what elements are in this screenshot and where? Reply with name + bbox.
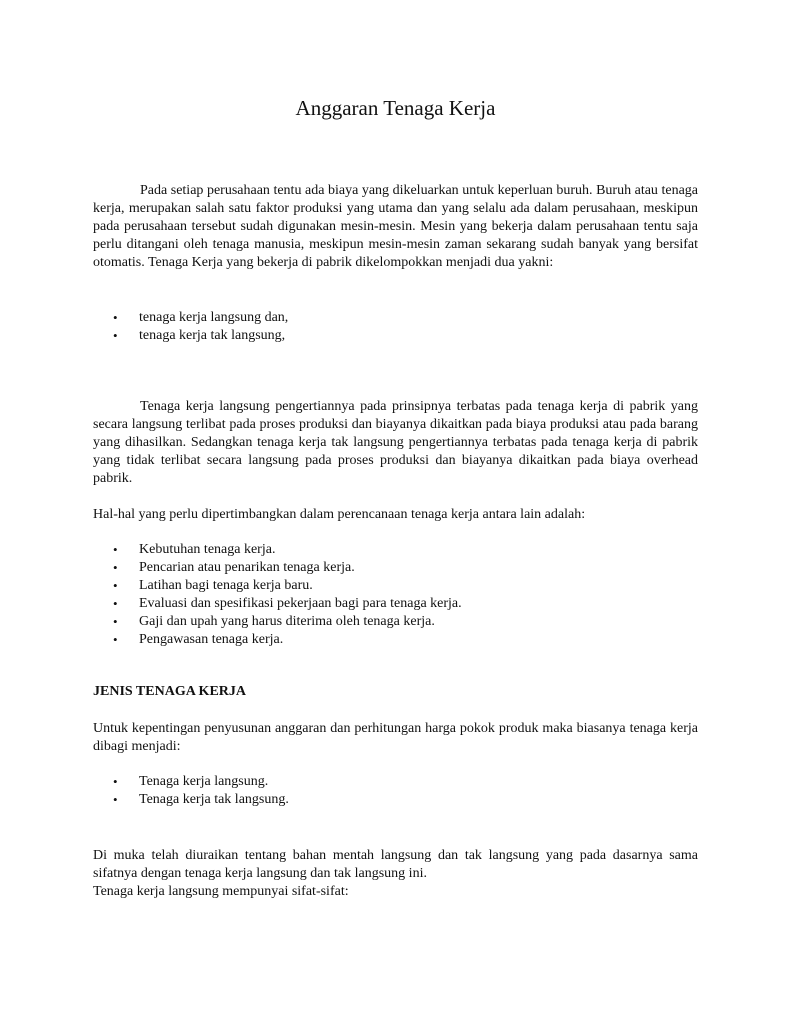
paragraph-properties-intro: Tenaga kerja langsung mempunyai sifat-sifat: [93, 884, 349, 899]
list-item [93, 773, 698, 791]
list-item [93, 327, 698, 345]
bullet-icon: • [113, 596, 118, 611]
paragraph-definitions: Tenaga kerja langsung pengertiannya pada prinsipnya terbatas pada tenaga kerja di pabrik yang secara langsung terlibat pada proses produksi dan biayanya dikaitkan pada biaya produksi atau pada barang yang dihasilkan. Sedangkan tenaga kerja tak langsung pengertiannya terbatas pada tenaga kerja di pabrik yang tidak terlibat secara langsung pada proses produksi dan biayanya dikaitkan pada biaya overhead pabrik. [93, 399, 698, 486]
list-item [93, 309, 698, 327]
bullet-icon: • [113, 632, 118, 647]
bullet-icon: • [113, 560, 118, 575]
list-item-text: tenaga kerja tak langsung, [139, 328, 286, 343]
bullet-icon: • [113, 578, 118, 593]
labor-types-list [93, 773, 698, 809]
list-item-text: Tenaga kerja langsung. [139, 774, 269, 789]
list-item-text: Kebutuhan tenaga kerja. [139, 542, 276, 557]
bullet-icon: • [113, 792, 118, 807]
list-item-text: Pencarian atau penarikan tenaga kerja. [139, 560, 355, 575]
bullet-icon: • [113, 614, 118, 629]
list-item-text: Evaluasi dan spesifikasi pekerjaan bagi para tenaga kerja. [139, 596, 462, 611]
list-item [93, 559, 698, 577]
list-item [93, 577, 698, 595]
section-heading: JENIS TENAGA KERJA [93, 684, 247, 699]
list-item [93, 631, 698, 649]
paragraph-classification: Untuk kepentingan penyusunan anggaran dan perhitungan harga pokok produk maka biasanya tenaga kerja dibagi menjadi: [93, 721, 698, 754]
list-item-text: Gaji dan upah yang harus diterima oleh tenaga kerja. [139, 614, 435, 629]
list-item-text: Pengawasan tenaga kerja. [139, 632, 284, 647]
labor-groups-list [93, 309, 698, 345]
document-title: Anggaran Tenaga Kerja [295, 96, 496, 120]
bullet-icon: • [113, 310, 118, 325]
paragraph-considerations: Hal-hal yang perlu dipertimbangkan dalam perencanaan tenaga kerja antara lain adalah: [93, 507, 586, 522]
bullet-icon: • [113, 542, 118, 557]
list-item-text: tenaga kerja langsung dan, [139, 310, 289, 325]
list-item-text: Latihan bagi tenaga kerja baru. [139, 578, 313, 593]
list-item [93, 595, 698, 613]
bullet-icon: • [113, 774, 118, 789]
bullet-icon: • [113, 328, 118, 343]
list-item [93, 541, 698, 559]
list-item [93, 791, 698, 809]
paragraph-comparison: Di muka telah diuraikan tentang bahan mentah langsung dan tak langsung yang pada dasarnya sama sifatnya dengan tenaga kerja langsung dan tak langsung ini. [93, 848, 698, 881]
considerations-list [93, 541, 698, 649]
list-item [93, 613, 698, 631]
list-item-text: Tenaga kerja tak langsung. [139, 792, 289, 807]
paragraph-intro: Pada setiap perusahaan tentu ada biaya yang dikeluarkan untuk keperluan buruh. Buruh atau tenaga kerja, merupakan salah satu faktor produksi yang utama dan yang selalu ada dalam perusahaan, meskipun pada perusahaan tersebut sudah digunakan mesin-mesin. Mesin yang bekerja dalam perusahaan tentu saja perlu ditangani oleh tenaga manusia, meskipun mesin-mesin zaman sekarang sudah banyak yang bersifat otomatis. Tenaga Kerja yang bekerja di pabrik dikelompokkan menjadi dua yakni: [93, 183, 698, 270]
